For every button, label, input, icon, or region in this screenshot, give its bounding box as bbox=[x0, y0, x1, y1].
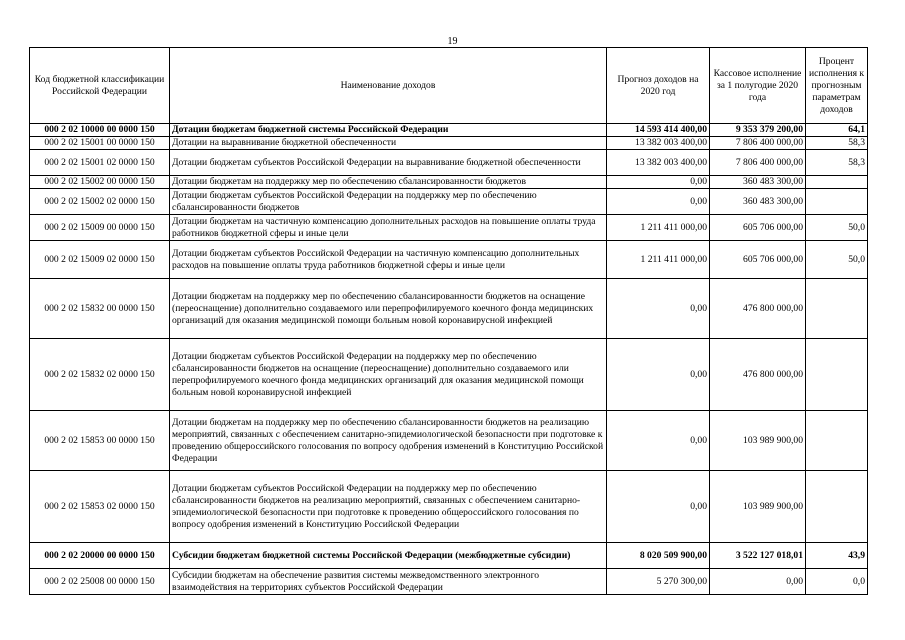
header-name: Наименование доходов bbox=[170, 48, 607, 124]
row-percent: 58,3 bbox=[806, 137, 868, 150]
row-forecast: 0,00 bbox=[607, 471, 710, 543]
row-percent bbox=[806, 189, 868, 215]
row-code: 000 2 02 15832 00 0000 150 bbox=[30, 279, 170, 339]
row-forecast: 13 382 003 400,00 bbox=[607, 137, 710, 150]
row-name: Дотации бюджетам субъектов Российской Федерации на выравнивание бюджетной обеспеченности bbox=[170, 150, 607, 176]
row-name: Дотации бюджетам на поддержку мер по обеспечению сбалансированности бюджетов на реализацию мероприятий, связанных с обеспечением санитарно-эпидемиологической безопасности при подготовке к проведению общероссийского голосования по вопросу одобрения изменений в Конституцию Российской Федерации bbox=[170, 411, 607, 471]
row-name: Дотации бюджетам на поддержку мер по обеспечению сбалансированности бюджетов на оснащение (переоснащение) дополнительно создаваемого или перепрофилируемого коечного фонда медицинских организаций для оказания медицинской помощи больным новой коронавирусной инфекцией bbox=[170, 279, 607, 339]
row-percent bbox=[806, 339, 868, 411]
row-forecast: 0,00 bbox=[607, 279, 710, 339]
row-name: Дотации бюджетам субъектов Российской Федерации на поддержку мер по обеспечению сбалансированности бюджетов bbox=[170, 189, 607, 215]
row-cash: 605 706 000,00 bbox=[710, 215, 806, 241]
row-cash: 476 800 000,00 bbox=[710, 339, 806, 411]
table-row bbox=[30, 124, 868, 137]
table-row bbox=[30, 411, 868, 471]
row-cash: 0,00 bbox=[710, 569, 806, 595]
table-row bbox=[30, 215, 868, 241]
table-row bbox=[30, 279, 868, 339]
table-row bbox=[30, 189, 868, 215]
row-cash: 360 483 300,00 bbox=[710, 189, 806, 215]
header-forecast: Прогноз доходов на 2020 год bbox=[607, 48, 710, 124]
row-percent: 50,0 bbox=[806, 215, 868, 241]
row-cash: 103 989 900,00 bbox=[710, 411, 806, 471]
table-row bbox=[30, 176, 868, 189]
row-code: 000 2 02 15001 02 0000 150 bbox=[30, 150, 170, 176]
row-percent: 64,1 bbox=[806, 124, 868, 137]
row-code: 000 2 02 25008 00 0000 150 bbox=[30, 569, 170, 595]
table-row bbox=[30, 339, 868, 411]
row-forecast: 5 270 300,00 bbox=[607, 569, 710, 595]
row-percent: 0,0 bbox=[806, 569, 868, 595]
row-percent bbox=[806, 411, 868, 471]
row-name: Дотации бюджетам субъектов Российской Федерации на поддержку мер по обеспечению сбалансированности бюджетов на реализацию мероприятий, связанных с обеспечением санитарно-эпидемиологической безопасности при подготовке к проведению общероссийского голосования по вопросу одобрения изменений в Конституцию Российской Федерации bbox=[170, 471, 607, 543]
row-forecast: 0,00 bbox=[607, 411, 710, 471]
row-name: Дотации бюджетам субъектов Российской Федерации на поддержку мер по обеспечению сбалансированности бюджетов на оснащение (переоснащение) дополнительно создаваемого или перепрофилируемого коечного фонда медицинских организаций для оказания медицинской помощи больным новой коронавирусной инфекцией bbox=[170, 339, 607, 411]
row-cash: 7 806 400 000,00 bbox=[710, 137, 806, 150]
page-number: 19 bbox=[447, 36, 458, 47]
row-cash: 476 800 000,00 bbox=[710, 279, 806, 339]
row-cash: 605 706 000,00 bbox=[710, 241, 806, 279]
row-forecast: 13 382 003 400,00 bbox=[607, 150, 710, 176]
header-percent: Процент исполнения к прогнозным параметрам доходов bbox=[806, 48, 868, 124]
table-row bbox=[30, 150, 868, 176]
header-cash: Кассовое исполнение за 1 полугодие 2020 года bbox=[710, 48, 806, 124]
row-code: 000 2 02 15001 00 0000 150 bbox=[30, 137, 170, 150]
row-code: 000 2 02 15832 02 0000 150 bbox=[30, 339, 170, 411]
row-forecast: 8 020 509 900,00 bbox=[607, 543, 710, 569]
row-forecast: 0,00 bbox=[607, 339, 710, 411]
row-name: Дотации бюджетам на частичную компенсацию дополнительных расходов на повышение оплаты труда работников бюджетной сферы и иные цели bbox=[170, 215, 607, 241]
row-percent bbox=[806, 176, 868, 189]
row-code: 000 2 02 15009 02 0000 150 bbox=[30, 241, 170, 279]
row-forecast: 0,00 bbox=[607, 189, 710, 215]
table-row bbox=[30, 543, 868, 569]
row-cash: 9 353 379 200,00 bbox=[710, 124, 806, 137]
income-table bbox=[29, 47, 868, 595]
row-cash: 360 483 300,00 bbox=[710, 176, 806, 189]
row-percent bbox=[806, 471, 868, 543]
table-row bbox=[30, 137, 868, 150]
row-code: 000 2 02 15002 02 0000 150 bbox=[30, 189, 170, 215]
row-code: 000 2 02 20000 00 0000 150 bbox=[30, 543, 170, 569]
header-code: Код бюджетной классификации Российской Федерации bbox=[30, 48, 170, 124]
row-percent: 50,0 bbox=[806, 241, 868, 279]
row-cash: 103 989 900,00 bbox=[710, 471, 806, 543]
row-cash: 3 522 127 018,01 bbox=[710, 543, 806, 569]
row-name: Субсидии бюджетам бюджетной системы Российской Федерации (межбюджетные субсидии) bbox=[170, 543, 607, 569]
row-cash: 7 806 400 000,00 bbox=[710, 150, 806, 176]
row-name: Дотации на выравнивание бюджетной обеспеченности bbox=[170, 137, 607, 150]
row-code: 000 2 02 15009 00 0000 150 bbox=[30, 215, 170, 241]
row-code: 000 2 02 15002 00 0000 150 bbox=[30, 176, 170, 189]
row-forecast: 14 593 414 400,00 bbox=[607, 124, 710, 137]
row-code: 000 2 02 15853 02 0000 150 bbox=[30, 471, 170, 543]
row-percent bbox=[806, 279, 868, 339]
table-row bbox=[30, 569, 868, 595]
row-name: Дотации бюджетам на поддержку мер по обеспечению сбалансированности бюджетов bbox=[170, 176, 607, 189]
row-percent: 43,9 bbox=[806, 543, 868, 569]
row-forecast: 0,00 bbox=[607, 176, 710, 189]
row-percent: 58,3 bbox=[806, 150, 868, 176]
table-row bbox=[30, 241, 868, 279]
row-forecast: 1 211 411 000,00 bbox=[607, 241, 710, 279]
row-code: 000 2 02 10000 00 0000 150 bbox=[30, 124, 170, 137]
row-name: Субсидии бюджетам на обеспечение развития системы межведомственного электронного взаимодействия на территориях субъектов Российской Федерации bbox=[170, 569, 607, 595]
row-forecast: 1 211 411 000,00 bbox=[607, 215, 710, 241]
row-code: 000 2 02 15853 00 0000 150 bbox=[30, 411, 170, 471]
table-header-row bbox=[30, 48, 868, 124]
row-name: Дотации бюджетам субъектов Российской Федерации на частичную компенсацию дополнительных расходов на повышение оплаты труда работников бюджетной сферы и иные цели bbox=[170, 241, 607, 279]
row-name: Дотации бюджетам бюджетной системы Российской Федерации bbox=[170, 124, 607, 137]
table-row bbox=[30, 471, 868, 543]
